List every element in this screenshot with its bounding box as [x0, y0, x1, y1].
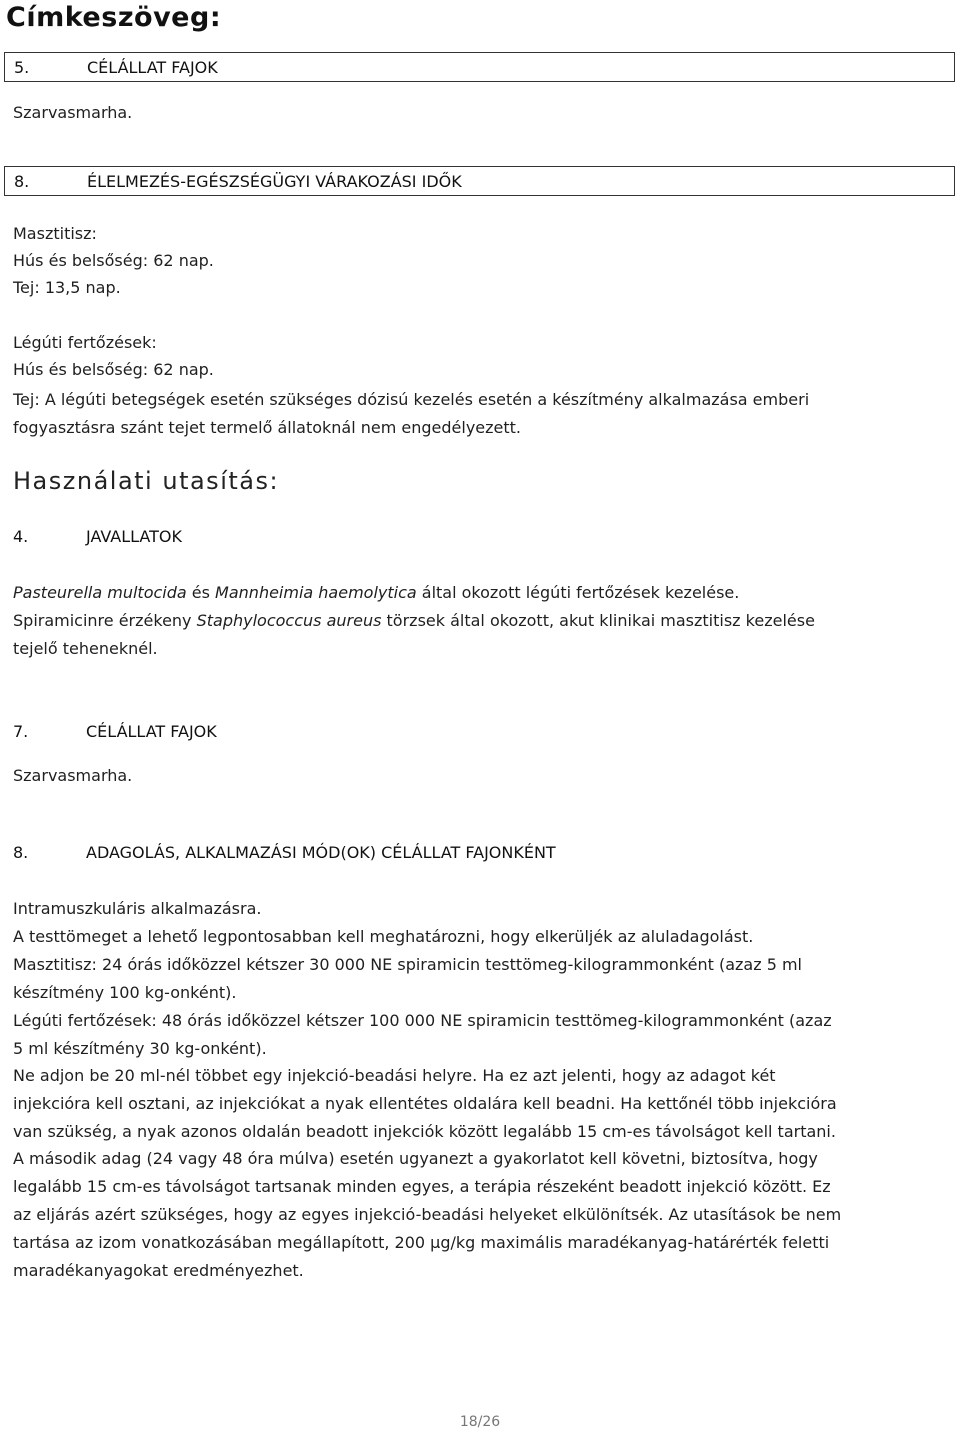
dosage-line: 5 ml készítmény 30 kg-onként). [13, 1039, 267, 1058]
indication-line-1 [13, 583, 739, 602]
organism-staphylococcus: Staphylococcus aureus [196, 611, 382, 630]
dosage-line: injekcióra kell osztani, az injekciókat a nyak ellentétes oldalára kell beadni. Ha kettőnél több injekcióra [13, 1094, 837, 1113]
indication-line-2-end: törzsek által okozott, akut klinikai masztitisz kezelése [381, 611, 815, 630]
mastitis-meat: Hús és belsőség: 62 nap. [13, 251, 214, 270]
section-5-species: Szarvasmarha. [13, 103, 133, 122]
page-number: 18/26 [459, 1414, 501, 1430]
dosage-line: tartása az izom vonatkozásában megállapított, 200 µg/kg maximális maradékanyag-határérték feletti [13, 1233, 830, 1252]
organism-mannheimia: Mannheimia haemolytica [215, 583, 417, 602]
mastitis-label: Masztitisz: [13, 224, 97, 243]
section-4-number: 4. [13, 527, 29, 546]
dosage-line: legalább 15 cm-es távolságot tartsanak minden egyes, a terápia részeként beadott injekció között. Ez [13, 1177, 831, 1196]
dosage-line: maradékanyagokat eredményezhet. [13, 1261, 304, 1280]
dosage-line: készítmény 100 kg-onként). [13, 983, 237, 1002]
section-5-title: CÉLÁLLAT FAJOK [87, 58, 218, 77]
dosage-line: A testtömeget a lehető legpontosabban kell meghatározni, hogy elkerüljék az aluladagolást. [13, 927, 754, 946]
organism-pasteurella: Pasteurella multocida [13, 583, 187, 602]
section-8-withdrawal-box [4, 166, 955, 196]
dosage-line: az eljárás azért szükséges, hogy az egyes injekció-beadási helyeket elkülönítsék. Az utasítások be nem [13, 1205, 842, 1224]
section-5-box [4, 52, 955, 82]
dosage-line: van szükség, a nyak azonos oldalán beadott injekciók között legalább 15 cm-es távolságot kell tartani. [13, 1122, 836, 1141]
section-8b-number: 8. [13, 843, 29, 862]
section-7-title: CÉLÁLLAT FAJOK [86, 722, 217, 741]
section-5-number: 5. [14, 58, 30, 77]
dosage-line: Ne adjon be 20 ml-nél többet egy injekció-beadási helyre. Ha ez azt jelenti, hogy az adagot két [13, 1066, 776, 1085]
label-text-heading: Címkeszöveg: [6, 2, 222, 33]
respiratory-label: Légúti fertőzések: [13, 333, 157, 352]
dosage-line: Masztitisz: 24 órás időközzel kétszer 30 000 NE spiramicin testtömeg-kilogrammonként (azaz 5 ml [13, 955, 802, 974]
section-8-title: ÉLELMEZÉS-EGÉSZSÉGÜGYI VÁRAKOZÁSI IDŐK [87, 172, 462, 191]
dosage-line: A második adag (24 vagy 48 óra múlva) esetén ugyanezt a gyakorlatot kell követni, biztosítva, hogy [13, 1149, 818, 1168]
indication-line-2 [13, 611, 815, 630]
section-8b-title: ADAGOLÁS, ALKALMAZÁSI MÓD(OK) CÉLÁLLAT FAJONKÉNT [86, 843, 556, 862]
conjunction: és [186, 583, 216, 602]
section-7-number: 7. [13, 722, 29, 741]
section-4-title: JAVALLATOK [86, 527, 182, 546]
respiratory-meat: Hús és belsőség: 62 nap. [13, 360, 214, 379]
section-7-species: Szarvasmarha. [13, 766, 133, 785]
dosage-line: Légúti fertőzések: 48 órás időközzel kétszer 100 000 NE spiramicin testtömeg-kilogrammonként (azaz [13, 1011, 832, 1030]
mastitis-milk: Tej: 13,5 nap. [13, 278, 121, 297]
section-8-number: 8. [14, 172, 30, 191]
indication-line-3: tejelő teheneknél. [13, 639, 158, 658]
respiratory-milk-line-1: Tej: A légúti betegségek esetén szükséges dózisú kezelés esetén a készítmény alkalmazása emberi [13, 390, 810, 409]
dosage-line: Intramuszkuláris alkalmazásra. [13, 899, 262, 918]
indication-line-2-start: Spiramicinre érzékeny [13, 611, 197, 630]
indication-line-1-rest: által okozott légúti fertőzések kezelése. [416, 583, 740, 602]
respiratory-milk-line-2: fogyasztásra szánt tejet termelő állatoknál nem engedélyezett. [13, 418, 522, 437]
usage-instructions-heading: Használati utasítás: [13, 467, 280, 495]
